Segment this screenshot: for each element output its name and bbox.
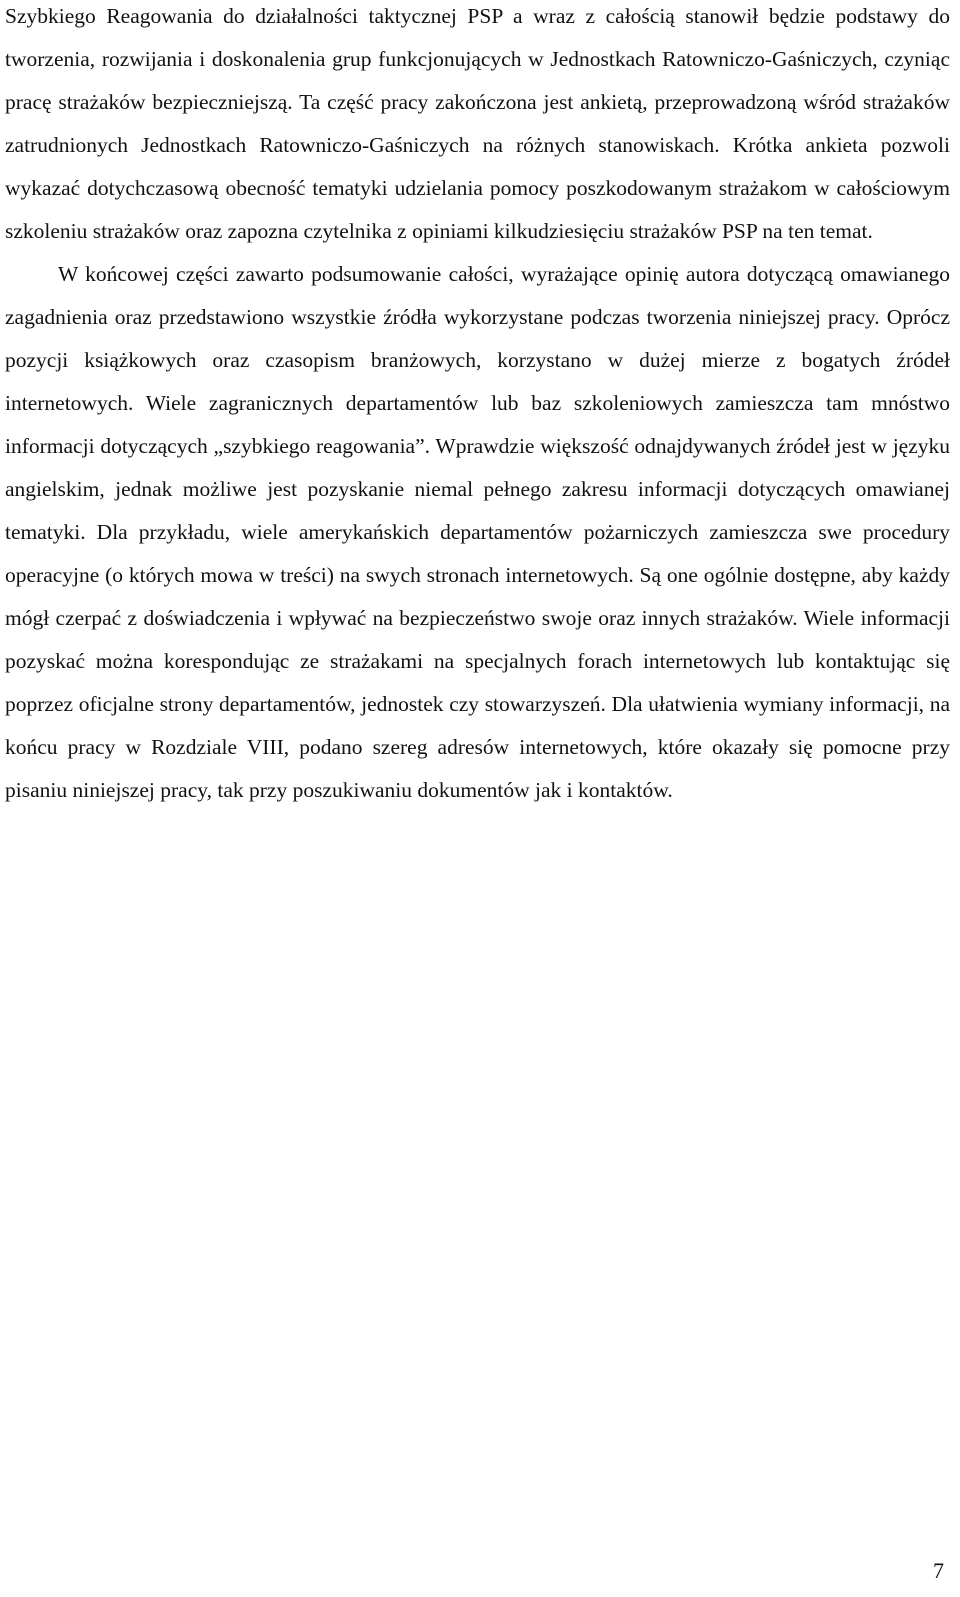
paragraph-continued: Szybkiego Reagowania do działalności taktycznej PSP a wraz z całością stanowił będzie podstawy do tworzenia, rozwijania i doskonalenia grup funkcjonujących w Jednostkach Ratowniczo-Gaśniczych, czyniąc pracę strażaków bezpieczniejszą. Ta część pracy zakończona jest ankietą, przeprowadzoną wśród strażaków zatrudnionych Jednostkach Ratowniczo-Gaśniczych na różnych stanowiskach. Krótka ankieta pozwoli wykazać dotychczasową obecność tematyki udzielania pomocy poszkodowanym strażakom w całościowym szkoleniu strażaków oraz zapozna czytelnika z opiniami kilkudziesięciu strażaków PSP na ten temat. bbox=[5, 4, 950, 243]
paragraph-summary: W końcowej części zawarto podsumowanie całości, wyrażające opinię autora dotyczącą omawianego zagadnienia oraz przedstawiono wszystkie źródła wykorzystane podczas tworzenia niniejszej pracy. Oprócz pozycji książkowych oraz czasopism branżowych, korzystano w dużej mierze z bogatych źródeł internetowych. Wiele zagranicznych departamentów lub baz szkoleniowych zamieszcza tam mnóstwo informacji dotyczących „szybkiego reagowania”. Wprawdzie większość odnajdywanych źródeł jest w języku angielskim, jednak możliwe jest pozyskanie niemal pełnego zakresu informacji dotyczących omawianej tematyki. Dla przykładu, wiele amerykańskich departamentów pożarniczych zamieszcza swe procedury operacyjne (o których mowa w treści) na swych stronach internetowych. Są one ogólnie dostępne, aby każdy mógł czerpać z doświadczenia i wpływać na bezpieczeństwo swoje oraz innych strażaków. Wiele informacji pozyskać można korespondując ze strażakami na specjalnych forach internetowych lub kontaktując się poprzez oficjalne strony departamentów, jednostek czy stowarzyszeń. Dla ułatwienia wymiany informacji, na końcu pracy w Rozdziale VIII, podano szereg adresów internetowych, które okazały się pomocne przy pisaniu niniejszej pracy, tak przy poszukiwaniu dokumentów jak i kontaktów. bbox=[5, 262, 950, 802]
document-page bbox=[5, 0, 950, 812]
page-number: 7 bbox=[933, 1558, 944, 1583]
